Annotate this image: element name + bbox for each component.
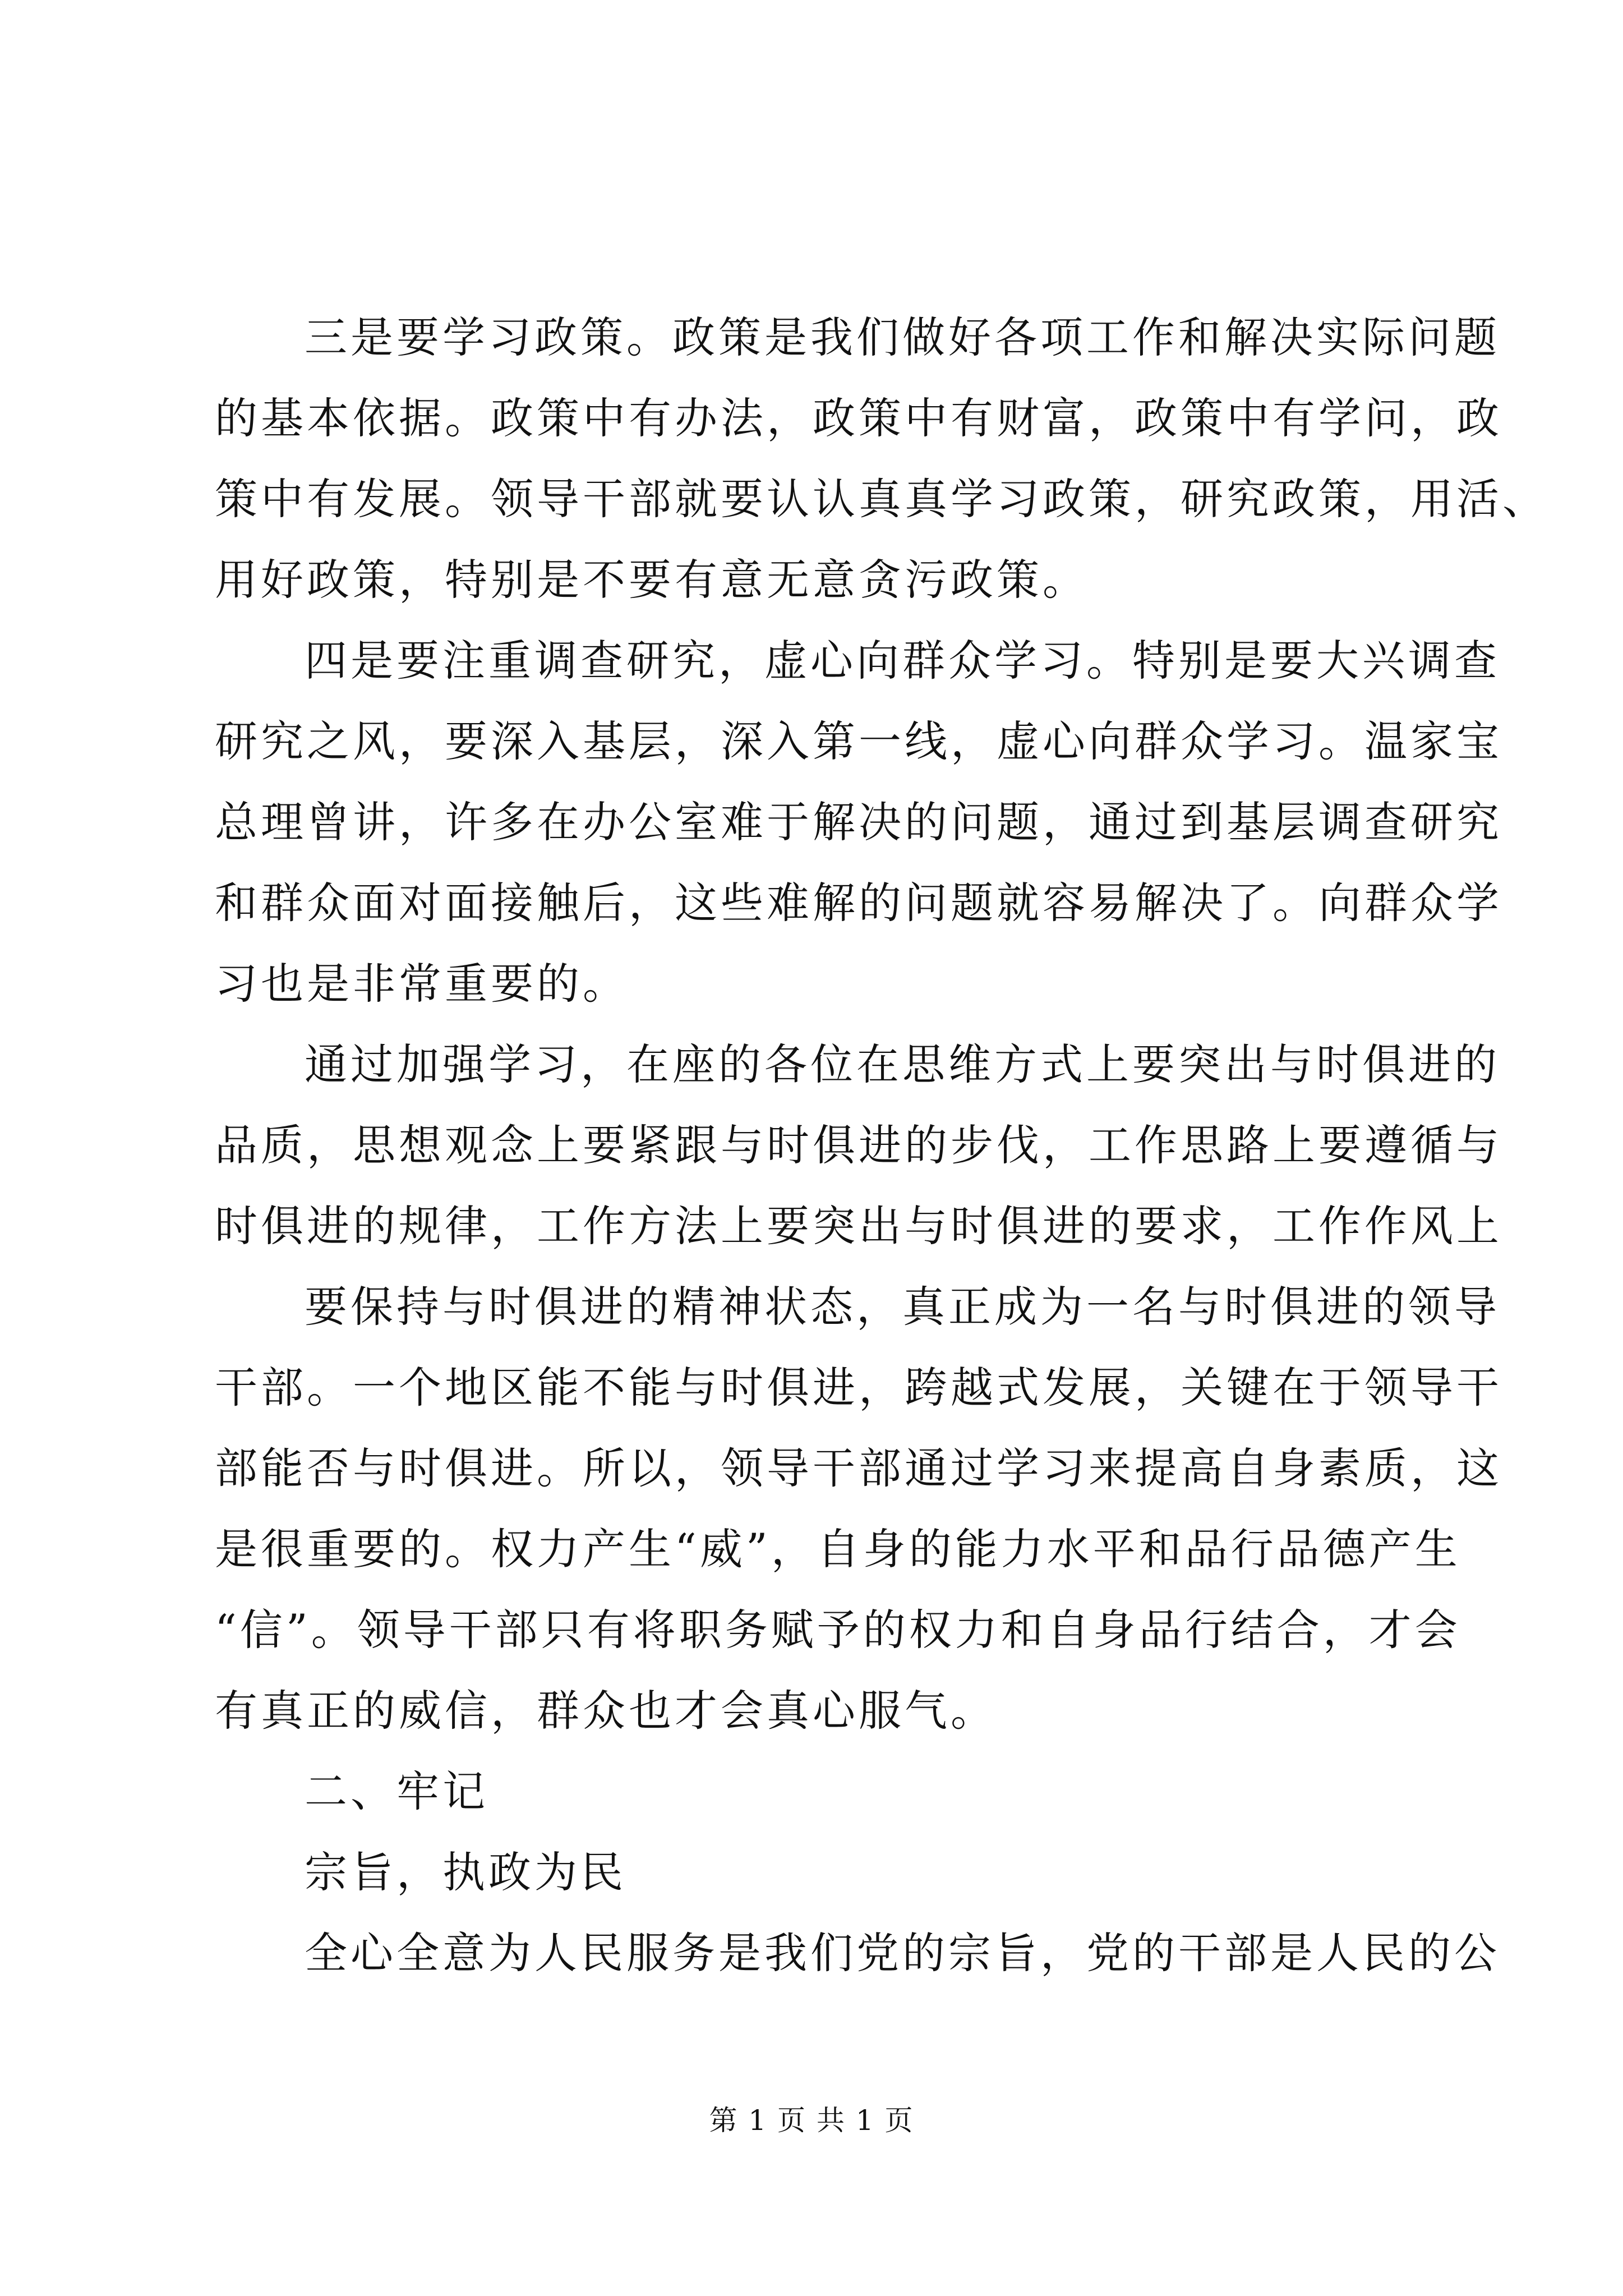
text-line: 要保持与时俱进的精神状态，真正成为一名与时俱进的领导 (305, 1282, 1500, 1332)
text-line: 部能否与时俱进。所以，领导干部通过学习来提高自身素质，这 (215, 1443, 1502, 1493)
text-line: 干部。一个地区能不能与时俱进，跨越式发展，关键在于领导干 (215, 1363, 1502, 1412)
text-line: “信”。领导干部只有将职务赋予的权力和自身品行结合，才会 (215, 1605, 1461, 1655)
text-line: 研究之风，要深入基层，深入第一线，虚心向群众学习。温家宝 (215, 716, 1502, 766)
page-number-footer: 第 1 页 共 1 页 (709, 2104, 914, 2137)
section-heading: 二、牢记 (305, 1766, 488, 1816)
text-line: 时俱进的规律，工作方法上要突出与时俱进的要求，工作作风上 (215, 1201, 1502, 1251)
text-line: 用好政策，特别是不要有意无意贪污政策。 (215, 555, 1089, 605)
text-line: 的基本依据。政策中有办法，政策中有财富，政策中有学问，政 (215, 393, 1502, 443)
text-line: 通过加强学习，在座的各位在思维方式上要突出与时俱进的 (305, 1039, 1500, 1089)
text-line: 策中有发展。领导干部就要认认真真学习政策，研究政策，用活、 (215, 474, 1548, 524)
text-line: 总理曾讲，许多在办公室难于解决的问题，通过到基层调查研究 (215, 797, 1502, 847)
text-line: 品质，思想观念上要紧跟与时俱进的步伐，工作思路上要遵循与 (215, 1120, 1502, 1170)
text-line: 习也是非常重要的。 (215, 959, 629, 1009)
text-line: 是很重要的。权力产生“威”，自身的能力水平和品行品德产生 (215, 1524, 1461, 1574)
text-line: 和群众面对面接触后，这些难解的问题就容易解决了。向群众学 (215, 878, 1502, 928)
text-line: 四是要注重调查研究，虚心向群众学习。特别是要大兴调查 (305, 636, 1500, 685)
text-line: 全心全意为人民服务是我们党的宗旨，党的干部是人民的公 (305, 1928, 1500, 1978)
text-line: 三是要学习政策。政策是我们做好各项工作和解决实际问题 (305, 312, 1500, 362)
section-heading: 宗旨，执政为民 (305, 1847, 626, 1897)
text-line: 有真正的威信，群众也才会真心服气。 (215, 1686, 997, 1736)
